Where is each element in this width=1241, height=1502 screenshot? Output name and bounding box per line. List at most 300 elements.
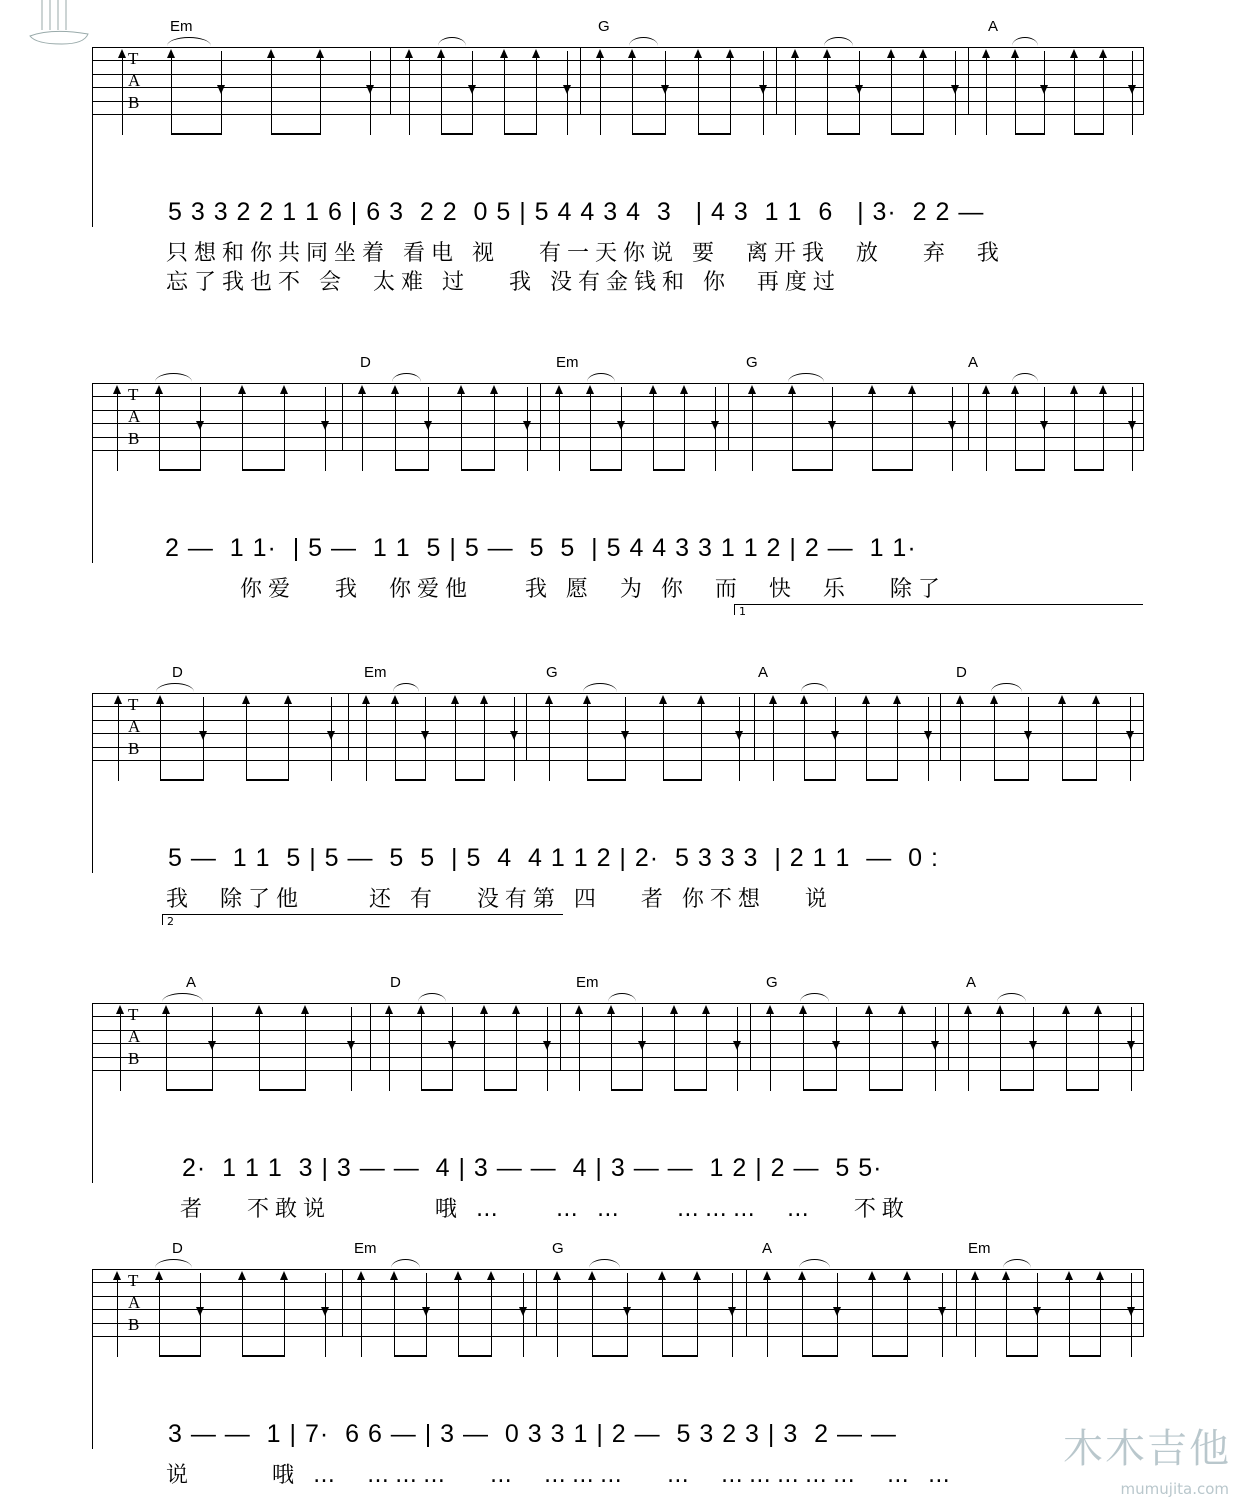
chord-label: Em (968, 1240, 991, 1257)
strum-stem (625, 697, 626, 781)
staff-line (92, 760, 1144, 761)
rhythm-beam (674, 1089, 706, 1091)
strum-stem (837, 1273, 838, 1357)
staff-line (92, 1336, 1144, 1337)
strum-stem (118, 697, 119, 781)
strum-stem (1131, 1007, 1132, 1091)
barline (580, 47, 581, 115)
chord-label: D (172, 1240, 183, 1257)
barline (776, 47, 777, 115)
chord-label: D (390, 974, 401, 991)
strum-stem (859, 51, 860, 135)
rhythm-beam (171, 133, 221, 135)
strum-stem (484, 697, 485, 781)
chord-label: Em (354, 1240, 377, 1257)
tie-arc (391, 1259, 420, 1268)
strum-stem (284, 1273, 285, 1357)
strum-stem (1006, 1273, 1007, 1357)
chord-label: A (968, 354, 979, 371)
tie-arc (167, 37, 212, 46)
rhythm-beam (395, 469, 428, 471)
rhythm-beam (792, 469, 832, 471)
strum-stem (452, 1007, 453, 1091)
rhythm-beam (395, 779, 425, 781)
strum-stem (701, 697, 702, 781)
watermark-logo: 木木吉他 (1063, 1426, 1231, 1472)
rhythm-beam (441, 133, 473, 135)
strum-stem (122, 51, 123, 135)
strum-stem (547, 1007, 548, 1091)
strum-stem (832, 387, 833, 471)
strum-stem (942, 1273, 943, 1357)
strum-stem (259, 1007, 260, 1091)
strum-stem (770, 1007, 771, 1091)
strum-stem (952, 387, 953, 471)
strum-stem (425, 697, 426, 781)
strum-stem (271, 51, 272, 135)
rhythm-beam (653, 469, 684, 471)
barline (750, 1003, 751, 1071)
strum-stem (869, 1007, 870, 1091)
strum-stem (1098, 1007, 1099, 1091)
strum-stem (557, 1273, 558, 1357)
rhythm-beam (160, 779, 203, 781)
strum-stem (1132, 51, 1133, 135)
lyric-line-1: 只想和你共同坐着 看电 视 有一天你说 要 离开我 放 弃 我 (166, 241, 1005, 266)
strum-stem (621, 387, 622, 471)
strum-stem (1100, 1273, 1101, 1357)
rhythm-beam (802, 1355, 837, 1357)
staff-line (92, 1296, 1144, 1297)
staff-line (92, 733, 1144, 734)
barline (956, 1269, 957, 1337)
strum-stem (362, 387, 363, 471)
chord-label: G (546, 664, 558, 681)
strum-stem (907, 1273, 908, 1357)
rhythm-beam (461, 469, 494, 471)
barline (348, 693, 349, 761)
strum-stem (653, 387, 654, 471)
lyric-line-1: 者 不敢说 哦 … … … ……… … 不敢 (180, 1197, 910, 1222)
tie-arc (583, 683, 617, 692)
tie-arc (155, 1259, 193, 1268)
guitar-logo-icon (22, 0, 92, 48)
strum-stem (351, 1007, 352, 1091)
strum-stem (1074, 51, 1075, 135)
rhythm-beam (1015, 469, 1044, 471)
strum-stem (166, 1007, 167, 1091)
lyric-line-1: 我 除了他 还 有 没有第 四 者 你不想 说 (166, 887, 833, 912)
strum-stem (366, 697, 367, 781)
strum-stem (1130, 697, 1131, 781)
rhythm-beam (159, 469, 201, 471)
strum-stem (684, 387, 685, 471)
chord-label: D (172, 664, 183, 681)
rhythm-beam (1074, 469, 1103, 471)
staff-line (92, 383, 1144, 384)
jianpu-notes: 2 — 1 1· | 5 — 1 1 5 | 5 — 5 5 | 5 4 4 3 3 1 1 2 | 2 — 1 1· (165, 534, 917, 562)
strum-stem (1069, 1273, 1070, 1357)
strum-stem (516, 1007, 517, 1091)
strum-stem (698, 51, 699, 135)
strum-stem (587, 697, 588, 781)
strum-stem (902, 1007, 903, 1091)
staff-line (92, 706, 1144, 707)
rhythm-beam (663, 779, 701, 781)
system-bracket (92, 47, 93, 227)
tie-arc (801, 683, 829, 692)
barline (746, 1269, 747, 1337)
tab-staff (92, 47, 1144, 115)
strum-stem (559, 387, 560, 471)
strum-stem (674, 1007, 675, 1091)
chord-label: D (956, 664, 967, 681)
tab-letter-b: B (128, 1315, 140, 1334)
tab-letter-b: B (128, 739, 140, 758)
staff-line (92, 1003, 1144, 1004)
rhythm-beam (827, 133, 859, 135)
tie-arc (991, 683, 1022, 692)
barline (1143, 1269, 1144, 1337)
tie-arc (438, 37, 467, 46)
rhythm-beam (1006, 1355, 1037, 1357)
strum-stem (835, 697, 836, 781)
lyric-line-1: 说 哦 … ……… … ……… … …………… … … (166, 1463, 956, 1488)
strum-stem (428, 387, 429, 471)
strum-stem (795, 51, 796, 135)
tab-letter-t: T (128, 49, 139, 68)
strum-stem (1044, 387, 1045, 471)
strum-stem (394, 1273, 395, 1357)
strum-stem (221, 51, 222, 135)
rhythm-beam (587, 779, 625, 781)
strum-stem (960, 697, 961, 781)
strum-stem (527, 387, 528, 471)
strum-stem (242, 1273, 243, 1357)
jianpu-notes: 5 — 1 1 5 | 5 — 5 5 | 5 4 4 1 1 2 | 2· 5 3 3 3 | 2 1 1 — 0 : (168, 844, 939, 872)
strum-stem (284, 387, 285, 471)
staff-line (92, 1309, 1144, 1310)
strum-stem (120, 1007, 121, 1091)
strum-stem (935, 1007, 936, 1091)
chord-label: Em (364, 664, 387, 681)
strum-stem (567, 51, 568, 135)
lyric-line-1: 你爱 我 你爱他 我 愿 为 你 而 快 乐 除了 (240, 577, 946, 602)
tie-arc (824, 37, 853, 46)
rhythm-beam (611, 1089, 643, 1091)
tab-staff (92, 383, 1144, 451)
strum-stem (804, 697, 805, 781)
chord-label: A (186, 974, 197, 991)
strum-stem (730, 51, 731, 135)
strum-stem (458, 1273, 459, 1357)
tab-letter-a: A (128, 1027, 141, 1046)
tab-letter-a: A (128, 407, 141, 426)
barline (1143, 383, 1144, 451)
strum-stem (600, 51, 601, 135)
strum-stem (792, 387, 793, 471)
strum-stem (986, 51, 987, 135)
strum-stem (549, 697, 550, 781)
strum-stem (320, 51, 321, 135)
strum-stem (739, 697, 740, 781)
strum-stem (523, 1273, 524, 1357)
tab-staff (92, 1269, 1144, 1337)
barline (968, 383, 969, 451)
rhythm-beam (632, 133, 665, 135)
staff-line (92, 1016, 1144, 1017)
strum-stem (325, 387, 326, 471)
tie-arc (392, 373, 422, 382)
strum-stem (536, 51, 537, 135)
barline (370, 1003, 371, 1071)
tie-arc (1003, 1259, 1031, 1268)
staff-line (92, 747, 1144, 748)
strum-stem (1033, 1007, 1034, 1091)
strum-stem (752, 387, 753, 471)
rhythm-beam (872, 1355, 907, 1357)
strum-stem (395, 387, 396, 471)
tie-arc (608, 993, 637, 1002)
barline (342, 383, 343, 451)
strum-stem (642, 1007, 643, 1091)
strum-stem (665, 51, 666, 135)
strum-stem (159, 387, 160, 471)
rhythm-beam (1069, 1355, 1100, 1357)
strum-stem (802, 1273, 803, 1357)
chord-label: Em (556, 354, 579, 371)
strum-stem (361, 1273, 362, 1357)
strum-stem (872, 387, 873, 471)
strum-stem (928, 697, 929, 781)
strum-stem (632, 51, 633, 135)
rhythm-beam (246, 779, 289, 781)
rhythm-beam (1066, 1089, 1099, 1091)
tab-letter-b: B (128, 429, 140, 448)
chord-label: A (988, 18, 999, 35)
barline (1143, 1003, 1144, 1071)
strum-stem (994, 697, 995, 781)
strum-stem (484, 1007, 485, 1091)
strum-stem (1062, 697, 1063, 781)
rhythm-beam (662, 1355, 697, 1357)
barline (526, 693, 527, 761)
strum-stem (1103, 51, 1104, 135)
strum-stem (455, 697, 456, 781)
strum-stem (200, 1273, 201, 1357)
staff-line (92, 1043, 1144, 1044)
barline (390, 47, 391, 115)
chord-label: G (766, 974, 778, 991)
rhythm-beam (891, 133, 923, 135)
chord-label: G (746, 354, 758, 371)
strum-stem (1000, 1007, 1001, 1091)
strum-stem (590, 387, 591, 471)
system-bracket (92, 383, 93, 563)
barline (560, 1003, 561, 1071)
watermark-url: mumujita.com (1120, 1480, 1229, 1498)
strum-stem (773, 697, 774, 781)
strum-stem (426, 1273, 427, 1357)
jianpu-notes: 5 3 3 2 2 1 1 6 | 6 3 2 2 0 5 | 5 4 4 3 4 3 | 4 3 1 1 6 | 3· 2 2 — (168, 198, 985, 226)
strum-stem (200, 387, 201, 471)
strum-stem (662, 1273, 663, 1357)
strum-stem (159, 1273, 160, 1357)
tie-arc (629, 37, 658, 46)
rhythm-beam (803, 1089, 836, 1091)
rhythm-beam (1062, 779, 1096, 781)
strum-stem (611, 1007, 612, 1091)
tie-arc (156, 683, 194, 692)
rhythm-beam (458, 1355, 490, 1357)
strum-stem (246, 697, 247, 781)
rhythm-beam (592, 1355, 627, 1357)
tab-letter-b: B (128, 1049, 140, 1068)
barline (754, 693, 755, 761)
rhythm-beam (872, 469, 912, 471)
strum-stem (1096, 697, 1097, 781)
barline (940, 693, 941, 761)
strum-stem (866, 697, 867, 781)
tie-arc (589, 1259, 621, 1268)
strum-stem (763, 51, 764, 135)
jianpu-notes: 2· 1 1 1 3 | 3 — — 4 | 3 — — 4 | 3 — — 1 2 | 2 — 5 5· (182, 1154, 883, 1182)
strum-stem (968, 1007, 969, 1091)
strum-stem (715, 387, 716, 471)
tie-arc (162, 993, 204, 1002)
barline (728, 383, 729, 451)
staff-line (92, 1070, 1144, 1071)
strum-stem (1074, 387, 1075, 471)
strum-stem (117, 387, 118, 471)
strum-stem (923, 51, 924, 135)
barline (948, 1003, 949, 1071)
strum-stem (872, 1273, 873, 1357)
strum-stem (212, 1007, 213, 1091)
rhythm-beam (994, 779, 1028, 781)
strum-stem (579, 1007, 580, 1091)
strum-stem (331, 697, 332, 781)
strum-stem (472, 51, 473, 135)
strum-stem (737, 1007, 738, 1091)
system-bracket (92, 693, 93, 873)
volta-2: 2 (162, 914, 563, 925)
barline (968, 47, 969, 115)
strum-stem (891, 51, 892, 135)
strum-stem (706, 1007, 707, 1091)
chord-label: D (360, 354, 371, 371)
strum-stem (663, 697, 664, 781)
rhythm-beam (484, 1089, 516, 1091)
strum-stem (627, 1273, 628, 1357)
barline (536, 1269, 537, 1337)
rhythm-beam (242, 469, 284, 471)
strum-stem (1015, 51, 1016, 135)
strum-stem (421, 1007, 422, 1091)
tab-letter-t: T (128, 695, 139, 714)
tie-arc (1012, 37, 1038, 46)
system-bracket (92, 1003, 93, 1183)
rhythm-beam (159, 1355, 201, 1357)
rhythm-beam (166, 1089, 212, 1091)
barline (1143, 693, 1144, 761)
rhythm-beam (394, 1355, 426, 1357)
strum-stem (955, 51, 956, 135)
chord-label: A (762, 1240, 773, 1257)
staff-line (92, 1269, 1144, 1270)
system-bracket (92, 1269, 93, 1449)
rhythm-beam (1015, 133, 1044, 135)
strum-stem (370, 51, 371, 135)
rhythm-beam (590, 469, 621, 471)
strum-stem (912, 387, 913, 471)
strum-stem (767, 1273, 768, 1357)
tie-arc (788, 373, 824, 382)
rhythm-beam (804, 779, 835, 781)
barline (1143, 47, 1144, 115)
strum-stem (409, 51, 410, 135)
lyric-line-2: 忘了我也不 会 太难 过 我 没有金钱和 你 再度过 (166, 270, 841, 295)
strum-stem (504, 51, 505, 135)
rhythm-beam (869, 1089, 902, 1091)
staff-line (92, 1282, 1144, 1283)
rhythm-beam (259, 1089, 305, 1091)
barline (540, 383, 541, 451)
strum-stem (732, 1273, 733, 1357)
tab-staff (92, 693, 1144, 761)
tie-arc (997, 993, 1026, 1002)
strum-stem (514, 697, 515, 781)
tie-arc (800, 993, 830, 1002)
strum-stem (827, 51, 828, 135)
strum-stem (897, 697, 898, 781)
staff-line (92, 47, 1144, 48)
tie-arc (418, 993, 447, 1002)
strum-stem (305, 1007, 306, 1091)
staff-line (92, 1057, 1144, 1058)
tab-letter-t: T (128, 1005, 139, 1024)
jianpu-notes: 3 — — 1 | 7· 6 6 — | 3 — 0 3 3 1 | 2 — 5 3 2 3 | 3 2 — — (168, 1420, 897, 1448)
rhythm-beam (504, 133, 536, 135)
rhythm-beam (866, 779, 897, 781)
staff-line (92, 693, 1144, 694)
strum-stem (117, 1273, 118, 1357)
strum-stem (592, 1273, 593, 1357)
chord-label: Em (170, 18, 193, 35)
strum-stem (1131, 1273, 1132, 1357)
tie-arc (1012, 373, 1038, 382)
strum-stem (1015, 387, 1016, 471)
strum-stem (242, 387, 243, 471)
rhythm-beam (242, 1355, 284, 1357)
rhythm-beam (271, 133, 321, 135)
strum-stem (836, 1007, 837, 1091)
tab-staff (92, 1003, 1144, 1071)
rhythm-beam (1000, 1089, 1033, 1091)
tie-arc (587, 373, 615, 382)
tie-arc (393, 683, 420, 692)
strum-stem (975, 1273, 976, 1357)
strum-stem (389, 1007, 390, 1091)
rhythm-beam (698, 133, 731, 135)
strum-stem (1037, 1273, 1038, 1357)
strum-stem (697, 1273, 698, 1357)
strum-stem (288, 697, 289, 781)
tie-arc (799, 1259, 831, 1268)
strum-stem (171, 51, 172, 135)
strum-stem (1132, 387, 1133, 471)
strum-stem (461, 387, 462, 471)
